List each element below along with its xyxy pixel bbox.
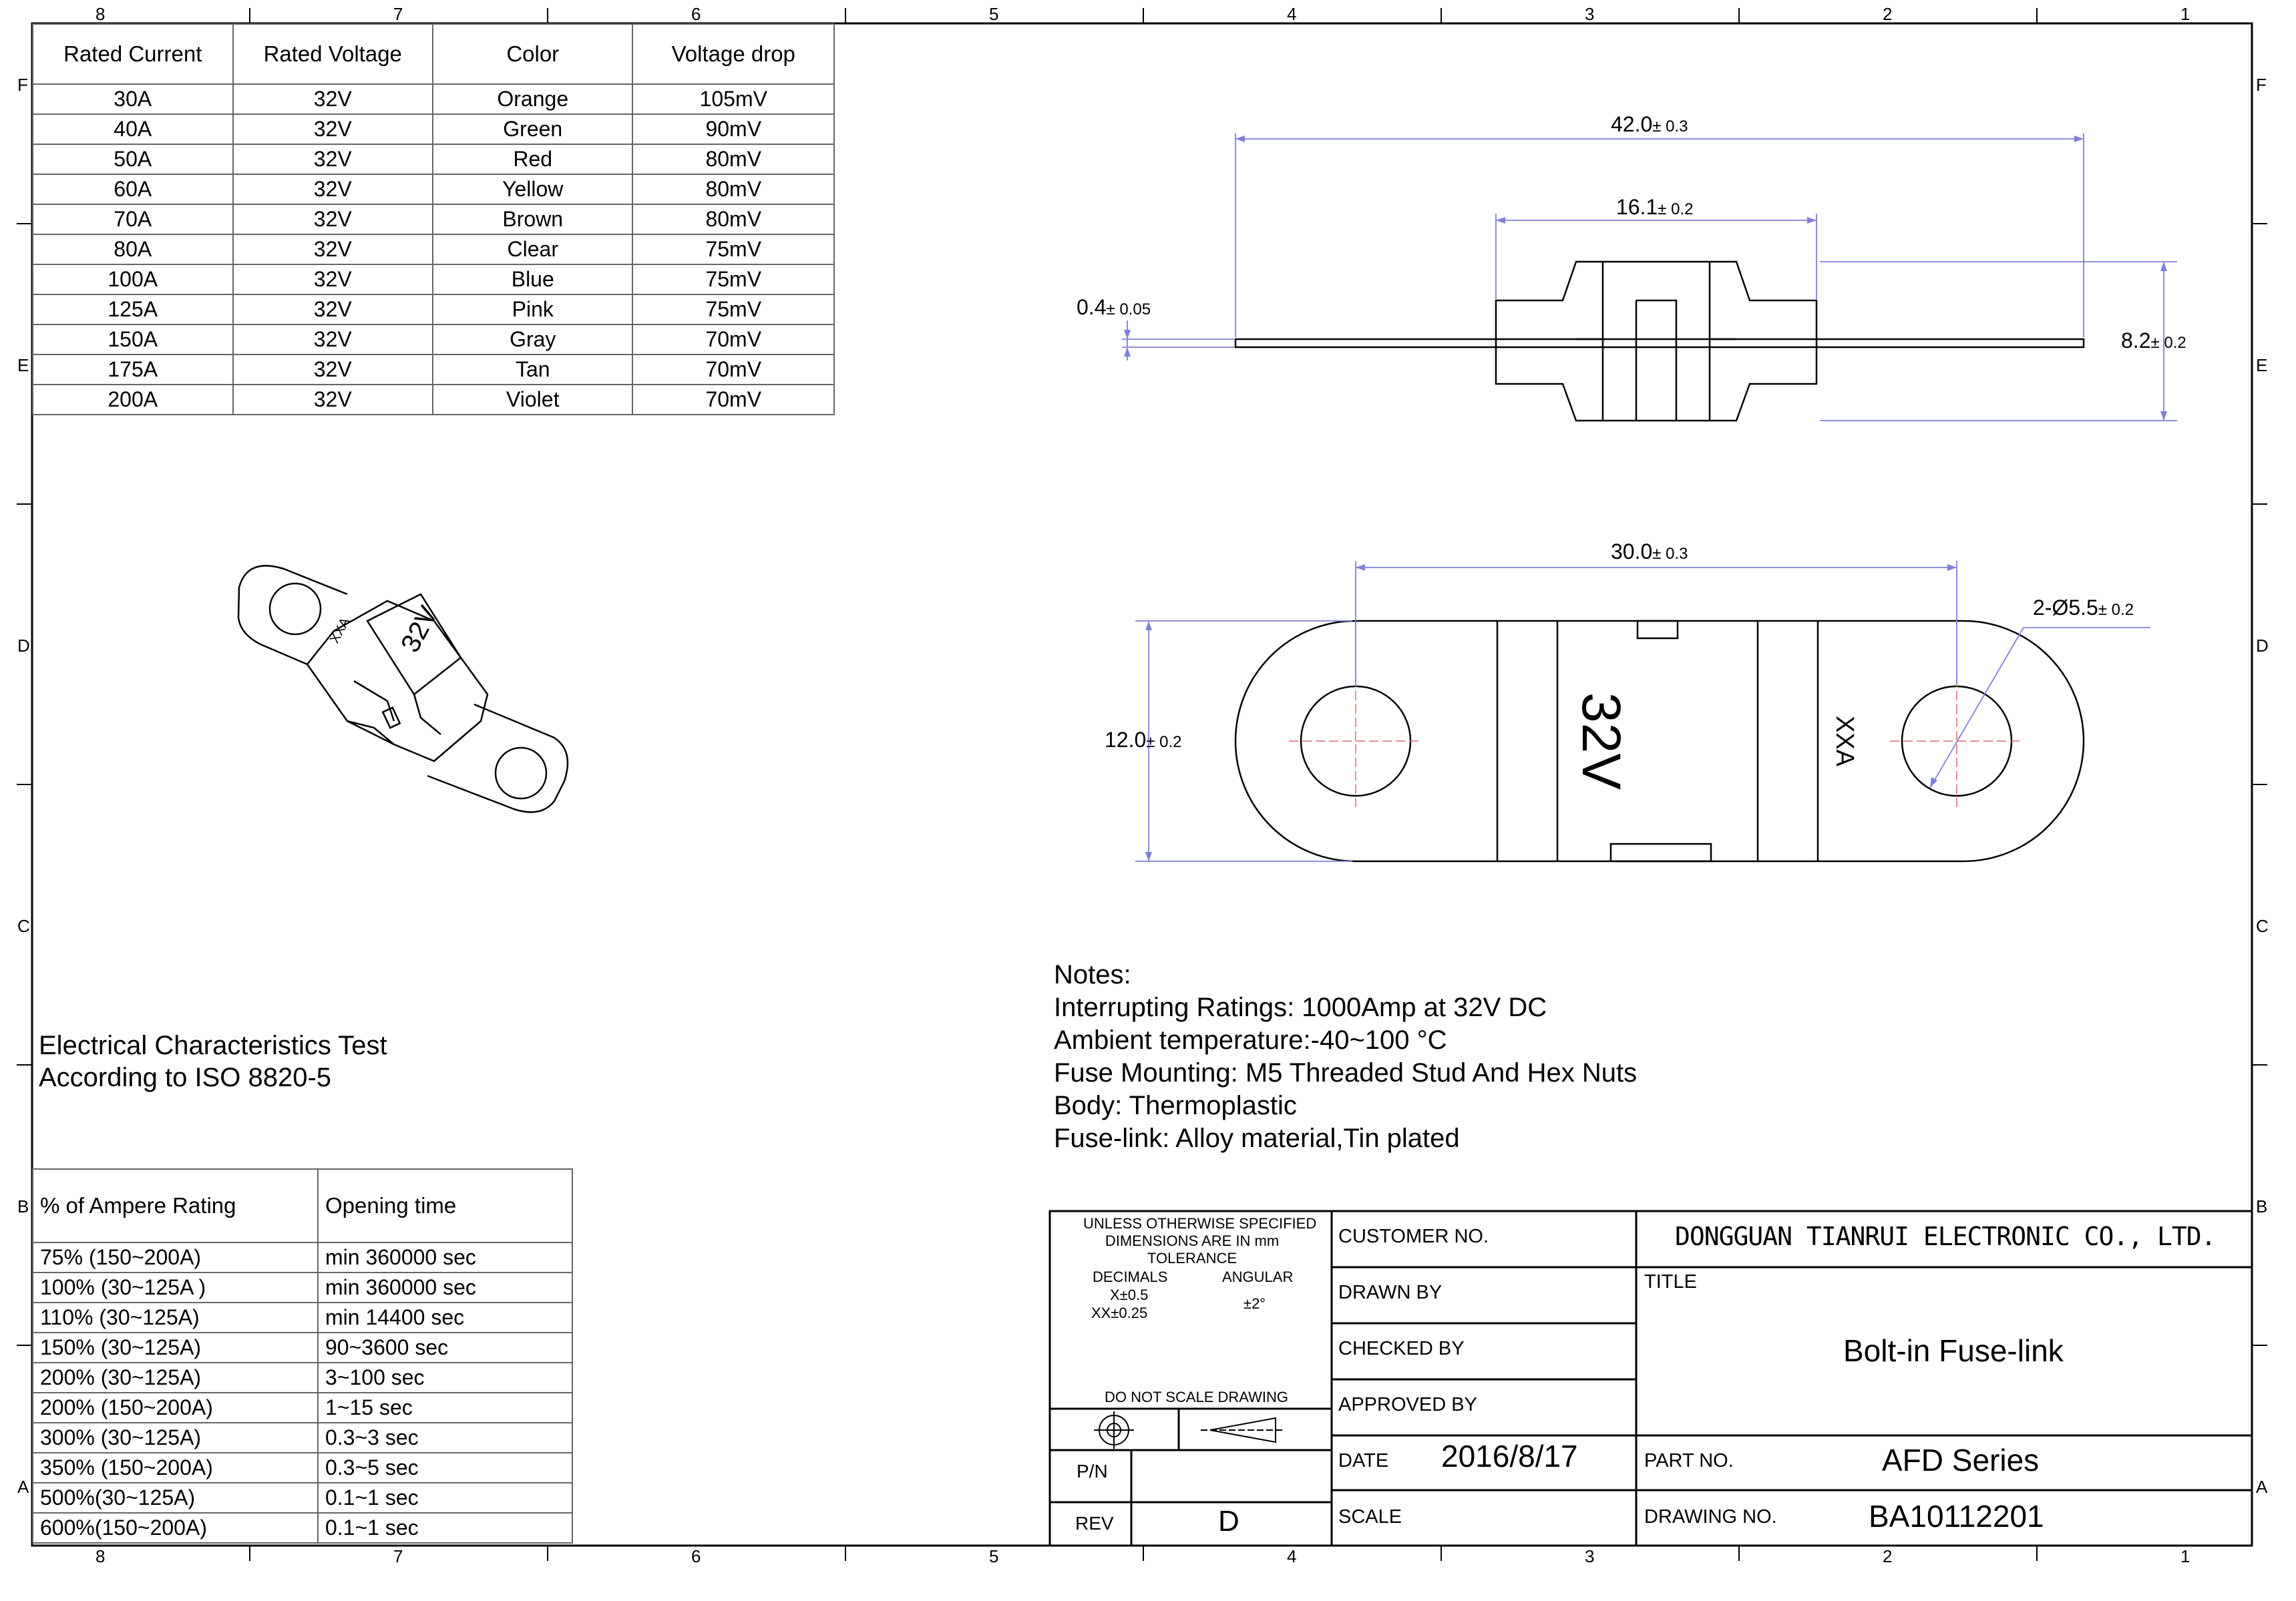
row-label-right: C [2256,916,2269,936]
table-cell: 40A [33,114,233,144]
table-cell: 0.1~1 sec [318,1513,572,1543]
table-cell: 105mV [632,84,834,114]
table-cell: Green [433,114,632,144]
col-label-bottom: 4 [1287,1546,1297,1566]
col-label-top: 1 [2180,4,2190,24]
table-cell: Blue [433,264,632,294]
table-cell: 32V [233,204,433,234]
table-cell: 80mV [632,144,834,174]
iso-voltage-text: 32V [395,601,444,658]
notes-heading: Notes: [1054,960,1131,989]
title-label: TITLE [1644,1271,1697,1293]
table-cell: 50A [33,144,233,174]
table-cell: 32V [233,234,433,264]
row-label-left: E [17,355,29,375]
top-voltage-text: 32V [1571,692,1632,790]
checked-by-label: CHECKED BY [1338,1338,1465,1359]
table-cell: 150% (30~125A) [33,1333,318,1363]
col-label-top: 2 [1883,4,1893,24]
table-cell: min 360000 sec [318,1242,572,1273]
company-name: DONGGUAN TIANRUI ELECTRONIC CO., LTD. [1675,1222,2216,1251]
header-rated-current: Rated Current [33,24,233,84]
table-cell: 110% (30~125A) [33,1303,318,1333]
date-value: 2016/8/17 [1441,1439,1578,1473]
drawing-no-label: DRAWING NO. [1644,1506,1777,1528]
table-cell: 75mV [632,234,834,264]
table-cell: 200% (150~200A) [33,1393,318,1423]
table-cell: 70A [33,204,233,234]
table-cell: Orange [433,84,632,114]
table-cell: 300% (30~125A) [33,1423,318,1453]
table-cell: 90mV [632,114,834,144]
table-cell: 75mV [632,264,834,294]
top-rating-text: XXA [1831,715,1859,767]
col-label-bottom: 6 [691,1546,701,1566]
date-label: DATE [1338,1450,1389,1471]
table-cell: 30A [33,84,233,114]
pn-label: P/N [1077,1461,1108,1481]
row-label-right: B [2256,1196,2268,1216]
dim-tolerance: ± 0.2 [2098,601,2134,619]
dim-tolerance: ± 0.3 [1652,118,1688,136]
table-cell: 60A [33,174,233,204]
drawing-no-value: BA10112201 [1869,1499,2044,1534]
table-cell: Tan [433,355,632,385]
row-label-left: F [17,75,28,95]
table-cell: Clear [433,234,632,264]
col-label-bottom: 8 [95,1546,106,1566]
col-label-top: 8 [95,4,106,24]
table-cell: Violet [433,385,632,415]
decimals-label: DECIMALS [1093,1269,1168,1285]
iso-title-line1: Electrical Characteristics Test [39,1031,387,1060]
table-cell: 70mV [632,355,834,385]
angular-label: ANGULAR [1222,1269,1294,1285]
rev-value: D [1218,1505,1239,1538]
table-cell: 80mV [632,204,834,234]
xx-tolerance: XX±0.25 [1091,1305,1148,1321]
table-cell: 32V [233,174,433,204]
dim-tolerance: ± 0.05 [1106,300,1151,318]
table-cell: 500%(30~125A) [33,1483,318,1513]
table-cell: 200% (30~125A) [33,1363,318,1393]
tolerance-note-line: DIMENSIONS ARE IN mm [1105,1232,1280,1249]
approved-by-label: APPROVED BY [1338,1394,1477,1415]
col-label-bottom: 1 [2180,1546,2190,1566]
table-cell: 32V [233,294,433,324]
tolerance-note-line: UNLESS OTHERWISE SPECIFIED [1083,1215,1317,1232]
angular-tolerance: ±2° [1243,1295,1266,1312]
col-label-bottom: 7 [393,1546,403,1566]
table-cell: Gray [433,324,632,355]
header-voltage-drop: Voltage drop [632,24,834,84]
col-label-top: 5 [989,4,999,24]
drawn-by-label: DRAWN BY [1338,1282,1443,1303]
tolerance-note [1083,1215,1317,1267]
dim-value: 12.0 [1105,728,1147,752]
header-color: Color [433,24,632,84]
dim-value: 0.4 [1077,295,1107,319]
table-cell: 0.3~3 sec [318,1423,572,1453]
iso-title-line2: According to ISO 8820-5 [39,1063,332,1092]
dim-tolerance: ± 0.2 [2150,334,2186,352]
iso-rating-text: XXA [327,615,353,646]
note-line: Fuse Mounting: M5 Threaded Stud And Hex Nuts [1054,1058,1638,1088]
table-cell: 32V [233,355,433,385]
table-cell: 200A [33,385,233,415]
table-cell: Red [433,144,632,174]
table-cell: 0.3~5 sec [318,1453,572,1483]
row-label-right: E [2256,355,2268,375]
table-cell: 32V [233,385,433,415]
dim-value: 16.1 [1616,195,1658,219]
table-cell: 75mV [632,294,834,324]
table-cell: 1~15 sec [318,1393,572,1423]
header-opening-time: Opening time [318,1169,572,1242]
table-cell: 75% (150~200A) [33,1242,318,1273]
col-label-top: 7 [393,4,403,24]
table-cell: 0.1~1 sec [318,1483,572,1513]
row-label-right: F [2256,75,2267,95]
tolerance-note-line: TOLERANCE [1147,1250,1237,1267]
col-label-top: 6 [691,4,701,24]
table-cell: 70mV [632,385,834,415]
table-cell: 100% (30~125A ) [33,1273,318,1303]
row-label-right: A [2256,1477,2268,1497]
row-label-left: C [17,916,30,936]
title-value: Bolt-in Fuse-link [1843,1333,2064,1368]
note-line: Body: Thermoplastic [1054,1091,1297,1120]
row-label-left: B [17,1196,29,1216]
table-cell: Yellow [433,174,632,204]
table-cell: Pink [433,294,632,324]
table-cell: 100A [33,264,233,294]
dim-tolerance: ± 0.2 [1146,733,1182,751]
dim-value: 2-Ø5.5 [2033,596,2098,620]
table-cell: min 14400 sec [318,1303,572,1333]
table-cell: 125A [33,294,233,324]
dim-tolerance: ± 0.2 [1658,200,1694,218]
dim-value: 8.2 [2121,328,2151,353]
dim-value: 30.0 [1611,539,1653,563]
table-cell: 32V [233,84,433,114]
customer-label: CUSTOMER NO. [1338,1226,1489,1247]
projection-symbol [1094,1411,1282,1449]
dim-tolerance: ± 0.3 [1652,545,1688,563]
header-rated-voltage: Rated Voltage [233,24,433,84]
table-cell: 32V [233,264,433,294]
part-no-label: PART NO. [1644,1450,1734,1471]
x-tolerance: X±0.5 [1110,1287,1149,1303]
table-cell: 80A [33,234,233,264]
row-label-left: D [17,636,30,656]
table-cell: 175A [33,355,233,385]
row-label-right: D [2256,636,2269,656]
header-ampere-rating: % of Ampere Rating [33,1169,318,1242]
table-cell: 80mV [632,174,834,204]
no-scale-note: DO NOT SCALE DRAWING [1105,1389,1289,1405]
table-cell: 32V [233,114,433,144]
part-no-value: AFD Series [1882,1443,2040,1477]
table-cell: 32V [233,324,433,355]
table-cell: 70mV [632,324,834,355]
col-label-bottom: 2 [1883,1546,1893,1566]
col-label-top: 4 [1287,4,1297,24]
row-label-left: A [17,1477,29,1497]
note-line: Interrupting Ratings: 1000Amp at 32V DC [1054,993,1547,1022]
table-cell: 600%(150~200A) [33,1513,318,1543]
rev-label: REV [1075,1513,1114,1534]
scale-label: SCALE [1338,1506,1402,1528]
table-cell: 150A [33,324,233,355]
table-cell: 32V [233,144,433,174]
table-cell: 90~3600 sec [318,1333,572,1363]
col-label-bottom: 3 [1585,1546,1595,1566]
col-label-top: 3 [1585,4,1595,24]
note-line: Ambient temperature:-40~100 °C [1054,1025,1447,1055]
col-label-bottom: 5 [989,1546,999,1566]
table-cell: min 360000 sec [318,1273,572,1303]
table-cell: 3~100 sec [318,1363,572,1393]
table-cell: Brown [433,204,632,234]
note-line: Fuse-link: Alloy material,Tin plated [1054,1124,1460,1153]
table-cell: 350% (150~200A) [33,1453,318,1483]
dim-value: 42.0 [1611,112,1653,136]
